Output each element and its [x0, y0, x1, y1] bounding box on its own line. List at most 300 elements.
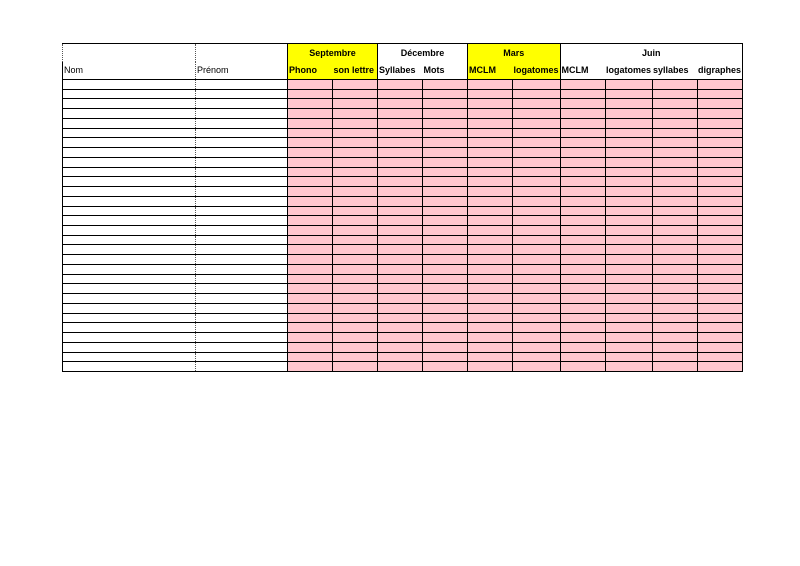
- score-cell[interactable]: [423, 118, 468, 128]
- score-cell[interactable]: [468, 118, 513, 128]
- score-cell[interactable]: [378, 342, 423, 352]
- score-cell[interactable]: [468, 206, 513, 216]
- score-cell[interactable]: [513, 303, 561, 313]
- score-cell[interactable]: [333, 89, 378, 99]
- score-cell[interactable]: [378, 148, 423, 158]
- score-cell[interactable]: [423, 148, 468, 158]
- score-cell[interactable]: [468, 362, 513, 372]
- score-cell[interactable]: [513, 274, 561, 284]
- score-cell[interactable]: [605, 177, 652, 187]
- score-cell[interactable]: [652, 109, 697, 119]
- score-cell[interactable]: [560, 333, 605, 343]
- student-firstname-cell[interactable]: [196, 264, 288, 274]
- score-cell[interactable]: [378, 255, 423, 265]
- student-firstname-cell[interactable]: [196, 226, 288, 236]
- score-cell[interactable]: [652, 333, 697, 343]
- score-cell[interactable]: [513, 255, 561, 265]
- student-firstname-cell[interactable]: [196, 342, 288, 352]
- score-cell[interactable]: [423, 138, 468, 148]
- score-cell[interactable]: [423, 303, 468, 313]
- score-cell[interactable]: [468, 128, 513, 138]
- score-cell[interactable]: [288, 245, 333, 255]
- score-cell[interactable]: [333, 284, 378, 294]
- score-cell[interactable]: [513, 187, 561, 197]
- score-cell[interactable]: [423, 235, 468, 245]
- score-cell[interactable]: [652, 148, 697, 158]
- score-cell[interactable]: [560, 294, 605, 304]
- score-cell[interactable]: [333, 187, 378, 197]
- student-name-cell[interactable]: [63, 89, 196, 99]
- score-cell[interactable]: [288, 187, 333, 197]
- student-firstname-cell[interactable]: [196, 303, 288, 313]
- score-cell[interactable]: [513, 284, 561, 294]
- score-cell[interactable]: [513, 313, 561, 323]
- blank-corner-cell[interactable]: [63, 44, 196, 63]
- score-cell[interactable]: [378, 196, 423, 206]
- score-cell[interactable]: [513, 99, 561, 109]
- score-cell[interactable]: [697, 226, 743, 236]
- score-cell[interactable]: [468, 333, 513, 343]
- score-cell[interactable]: [560, 196, 605, 206]
- student-firstname-cell[interactable]: [196, 177, 288, 187]
- score-cell[interactable]: [423, 362, 468, 372]
- score-cell[interactable]: [288, 264, 333, 274]
- score-cell[interactable]: [423, 177, 468, 187]
- score-cell[interactable]: [468, 342, 513, 352]
- score-cell[interactable]: [288, 352, 333, 362]
- score-cell[interactable]: [697, 99, 743, 109]
- score-cell[interactable]: [288, 362, 333, 372]
- score-cell[interactable]: [605, 274, 652, 284]
- score-cell[interactable]: [560, 226, 605, 236]
- student-name-cell[interactable]: [63, 245, 196, 255]
- student-firstname-cell[interactable]: [196, 206, 288, 216]
- score-cell[interactable]: [560, 99, 605, 109]
- student-firstname-cell[interactable]: [196, 157, 288, 167]
- score-cell[interactable]: [560, 255, 605, 265]
- student-name-cell[interactable]: [63, 352, 196, 362]
- score-cell[interactable]: [652, 226, 697, 236]
- score-cell[interactable]: [288, 80, 333, 90]
- student-name-cell[interactable]: [63, 80, 196, 90]
- score-cell[interactable]: [697, 255, 743, 265]
- student-name-cell[interactable]: [63, 206, 196, 216]
- score-cell[interactable]: [468, 148, 513, 158]
- score-cell[interactable]: [605, 226, 652, 236]
- score-cell[interactable]: [468, 216, 513, 226]
- score-cell[interactable]: [605, 99, 652, 109]
- score-cell[interactable]: [288, 89, 333, 99]
- score-cell[interactable]: [378, 187, 423, 197]
- score-cell[interactable]: [333, 167, 378, 177]
- score-cell[interactable]: [378, 352, 423, 362]
- score-cell[interactable]: [333, 148, 378, 158]
- score-cell[interactable]: [560, 109, 605, 119]
- score-cell[interactable]: [288, 342, 333, 352]
- score-cell[interactable]: [333, 118, 378, 128]
- score-cell[interactable]: [605, 313, 652, 323]
- student-firstname-cell[interactable]: [196, 128, 288, 138]
- score-cell[interactable]: [468, 313, 513, 323]
- score-cell[interactable]: [513, 294, 561, 304]
- score-cell[interactable]: [652, 138, 697, 148]
- score-cell[interactable]: [605, 206, 652, 216]
- score-cell[interactable]: [513, 342, 561, 352]
- student-firstname-cell[interactable]: [196, 89, 288, 99]
- score-cell[interactable]: [423, 245, 468, 255]
- score-cell[interactable]: [423, 313, 468, 323]
- score-cell[interactable]: [652, 352, 697, 362]
- score-cell[interactable]: [605, 148, 652, 158]
- score-cell[interactable]: [605, 342, 652, 352]
- student-name-cell[interactable]: [63, 216, 196, 226]
- score-cell[interactable]: [423, 128, 468, 138]
- score-cell[interactable]: [333, 99, 378, 109]
- score-cell[interactable]: [605, 216, 652, 226]
- score-cell[interactable]: [652, 264, 697, 274]
- score-cell[interactable]: [513, 245, 561, 255]
- student-firstname-cell[interactable]: [196, 196, 288, 206]
- student-name-cell[interactable]: [63, 118, 196, 128]
- score-cell[interactable]: [560, 264, 605, 274]
- score-cell[interactable]: [423, 187, 468, 197]
- student-firstname-cell[interactable]: [196, 323, 288, 333]
- score-cell[interactable]: [468, 303, 513, 313]
- student-firstname-cell[interactable]: [196, 187, 288, 197]
- score-cell[interactable]: [560, 313, 605, 323]
- score-cell[interactable]: [652, 196, 697, 206]
- score-cell[interactable]: [697, 303, 743, 313]
- blank-corner-cell[interactable]: [196, 44, 288, 63]
- score-cell[interactable]: [652, 284, 697, 294]
- score-cell[interactable]: [652, 118, 697, 128]
- score-cell[interactable]: [288, 138, 333, 148]
- score-cell[interactable]: [513, 157, 561, 167]
- score-cell[interactable]: [697, 196, 743, 206]
- score-cell[interactable]: [423, 264, 468, 274]
- score-cell[interactable]: [333, 245, 378, 255]
- score-cell[interactable]: [697, 264, 743, 274]
- score-cell[interactable]: [697, 177, 743, 187]
- score-cell[interactable]: [378, 323, 423, 333]
- score-cell[interactable]: [560, 303, 605, 313]
- score-cell[interactable]: [423, 226, 468, 236]
- score-cell[interactable]: [288, 148, 333, 158]
- score-cell[interactable]: [468, 99, 513, 109]
- student-firstname-cell[interactable]: [196, 148, 288, 158]
- score-cell[interactable]: [697, 89, 743, 99]
- score-cell[interactable]: [605, 303, 652, 313]
- score-cell[interactable]: [468, 80, 513, 90]
- student-firstname-cell[interactable]: [196, 313, 288, 323]
- student-name-cell[interactable]: [63, 167, 196, 177]
- score-cell[interactable]: [605, 323, 652, 333]
- score-cell[interactable]: [513, 128, 561, 138]
- score-cell[interactable]: [513, 89, 561, 99]
- score-cell[interactable]: [333, 362, 378, 372]
- student-name-cell[interactable]: [63, 255, 196, 265]
- score-cell[interactable]: [288, 206, 333, 216]
- score-cell[interactable]: [423, 89, 468, 99]
- score-cell[interactable]: [652, 89, 697, 99]
- score-cell[interactable]: [652, 216, 697, 226]
- student-name-cell[interactable]: [63, 109, 196, 119]
- score-cell[interactable]: [333, 157, 378, 167]
- score-cell[interactable]: [513, 352, 561, 362]
- score-cell[interactable]: [423, 294, 468, 304]
- score-cell[interactable]: [605, 284, 652, 294]
- score-cell[interactable]: [513, 109, 561, 119]
- student-firstname-cell[interactable]: [196, 109, 288, 119]
- score-cell[interactable]: [605, 118, 652, 128]
- score-cell[interactable]: [697, 80, 743, 90]
- student-firstname-cell[interactable]: [196, 216, 288, 226]
- student-name-cell[interactable]: [63, 187, 196, 197]
- score-cell[interactable]: [378, 264, 423, 274]
- score-cell[interactable]: [423, 80, 468, 90]
- student-name-cell[interactable]: [63, 284, 196, 294]
- score-cell[interactable]: [605, 80, 652, 90]
- score-cell[interactable]: [288, 313, 333, 323]
- score-cell[interactable]: [652, 157, 697, 167]
- score-cell[interactable]: [468, 294, 513, 304]
- student-name-cell[interactable]: [63, 333, 196, 343]
- score-cell[interactable]: [378, 226, 423, 236]
- score-cell[interactable]: [288, 284, 333, 294]
- student-name-cell[interactable]: [63, 99, 196, 109]
- score-cell[interactable]: [513, 138, 561, 148]
- score-cell[interactable]: [468, 352, 513, 362]
- score-cell[interactable]: [560, 187, 605, 197]
- score-cell[interactable]: [378, 138, 423, 148]
- score-cell[interactable]: [288, 226, 333, 236]
- score-cell[interactable]: [468, 274, 513, 284]
- score-cell[interactable]: [652, 313, 697, 323]
- score-cell[interactable]: [468, 196, 513, 206]
- score-cell[interactable]: [697, 216, 743, 226]
- score-cell[interactable]: [333, 109, 378, 119]
- score-cell[interactable]: [378, 313, 423, 323]
- score-cell[interactable]: [513, 323, 561, 333]
- student-name-cell[interactable]: [63, 157, 196, 167]
- score-cell[interactable]: [378, 235, 423, 245]
- score-cell[interactable]: [333, 138, 378, 148]
- score-cell[interactable]: [652, 362, 697, 372]
- score-cell[interactable]: [378, 206, 423, 216]
- student-name-cell[interactable]: [63, 196, 196, 206]
- score-cell[interactable]: [560, 118, 605, 128]
- score-cell[interactable]: [378, 80, 423, 90]
- score-cell[interactable]: [652, 80, 697, 90]
- score-cell[interactable]: [378, 333, 423, 343]
- score-cell[interactable]: [333, 313, 378, 323]
- score-cell[interactable]: [468, 177, 513, 187]
- student-name-cell[interactable]: [63, 235, 196, 245]
- score-cell[interactable]: [560, 148, 605, 158]
- score-cell[interactable]: [513, 196, 561, 206]
- score-cell[interactable]: [605, 89, 652, 99]
- student-name-cell[interactable]: [63, 342, 196, 352]
- student-firstname-cell[interactable]: [196, 245, 288, 255]
- score-cell[interactable]: [423, 284, 468, 294]
- score-cell[interactable]: [423, 274, 468, 284]
- student-firstname-cell[interactable]: [196, 80, 288, 90]
- student-name-cell[interactable]: [63, 138, 196, 148]
- score-cell[interactable]: [288, 118, 333, 128]
- score-cell[interactable]: [378, 89, 423, 99]
- score-cell[interactable]: [468, 89, 513, 99]
- score-cell[interactable]: [560, 284, 605, 294]
- score-cell[interactable]: [513, 177, 561, 187]
- score-cell[interactable]: [697, 362, 743, 372]
- score-cell[interactable]: [652, 128, 697, 138]
- score-cell[interactable]: [697, 352, 743, 362]
- score-cell[interactable]: [333, 294, 378, 304]
- score-cell[interactable]: [333, 226, 378, 236]
- score-cell[interactable]: [468, 167, 513, 177]
- student-firstname-cell[interactable]: [196, 333, 288, 343]
- student-firstname-cell[interactable]: [196, 118, 288, 128]
- student-name-cell[interactable]: [63, 313, 196, 323]
- score-cell[interactable]: [605, 138, 652, 148]
- student-name-cell[interactable]: [63, 303, 196, 313]
- score-cell[interactable]: [468, 245, 513, 255]
- score-cell[interactable]: [560, 138, 605, 148]
- score-cell[interactable]: [513, 216, 561, 226]
- score-cell[interactable]: [333, 323, 378, 333]
- score-cell[interactable]: [560, 352, 605, 362]
- score-cell[interactable]: [423, 255, 468, 265]
- score-cell[interactable]: [378, 177, 423, 187]
- score-cell[interactable]: [605, 255, 652, 265]
- score-cell[interactable]: [288, 128, 333, 138]
- score-cell[interactable]: [468, 235, 513, 245]
- student-name-cell[interactable]: [63, 128, 196, 138]
- score-cell[interactable]: [288, 196, 333, 206]
- student-firstname-cell[interactable]: [196, 167, 288, 177]
- score-cell[interactable]: [697, 342, 743, 352]
- score-cell[interactable]: [288, 99, 333, 109]
- score-cell[interactable]: [423, 216, 468, 226]
- score-cell[interactable]: [560, 128, 605, 138]
- score-cell[interactable]: [378, 362, 423, 372]
- student-firstname-cell[interactable]: [196, 235, 288, 245]
- score-cell[interactable]: [333, 177, 378, 187]
- score-cell[interactable]: [605, 245, 652, 255]
- score-cell[interactable]: [378, 245, 423, 255]
- student-name-cell[interactable]: [63, 274, 196, 284]
- score-cell[interactable]: [605, 264, 652, 274]
- score-cell[interactable]: [513, 148, 561, 158]
- score-cell[interactable]: [333, 235, 378, 245]
- score-cell[interactable]: [333, 342, 378, 352]
- student-firstname-cell[interactable]: [196, 255, 288, 265]
- score-cell[interactable]: [605, 109, 652, 119]
- score-cell[interactable]: [378, 167, 423, 177]
- score-cell[interactable]: [697, 313, 743, 323]
- score-cell[interactable]: [468, 109, 513, 119]
- score-cell[interactable]: [560, 235, 605, 245]
- score-cell[interactable]: [560, 177, 605, 187]
- score-cell[interactable]: [697, 206, 743, 216]
- score-cell[interactable]: [288, 323, 333, 333]
- score-cell[interactable]: [468, 255, 513, 265]
- score-cell[interactable]: [333, 255, 378, 265]
- score-cell[interactable]: [378, 128, 423, 138]
- score-cell[interactable]: [697, 157, 743, 167]
- score-cell[interactable]: [513, 235, 561, 245]
- score-cell[interactable]: [423, 352, 468, 362]
- student-name-cell[interactable]: [63, 264, 196, 274]
- student-firstname-cell[interactable]: [196, 138, 288, 148]
- score-cell[interactable]: [378, 99, 423, 109]
- score-cell[interactable]: [288, 109, 333, 119]
- score-cell[interactable]: [560, 342, 605, 352]
- score-cell[interactable]: [605, 187, 652, 197]
- score-cell[interactable]: [288, 177, 333, 187]
- score-cell[interactable]: [560, 362, 605, 372]
- score-cell[interactable]: [378, 216, 423, 226]
- score-cell[interactable]: [423, 157, 468, 167]
- score-cell[interactable]: [605, 196, 652, 206]
- score-cell[interactable]: [560, 80, 605, 90]
- score-cell[interactable]: [468, 187, 513, 197]
- score-cell[interactable]: [468, 157, 513, 167]
- score-cell[interactable]: [697, 118, 743, 128]
- student-firstname-cell[interactable]: [196, 294, 288, 304]
- score-cell[interactable]: [697, 109, 743, 119]
- score-cell[interactable]: [652, 342, 697, 352]
- score-cell[interactable]: [652, 274, 697, 284]
- score-cell[interactable]: [333, 352, 378, 362]
- score-cell[interactable]: [513, 118, 561, 128]
- score-cell[interactable]: [652, 206, 697, 216]
- score-cell[interactable]: [333, 128, 378, 138]
- score-cell[interactable]: [288, 157, 333, 167]
- score-cell[interactable]: [513, 226, 561, 236]
- score-cell[interactable]: [652, 167, 697, 177]
- score-cell[interactable]: [697, 167, 743, 177]
- score-cell[interactable]: [560, 167, 605, 177]
- student-firstname-cell[interactable]: [196, 274, 288, 284]
- score-cell[interactable]: [652, 245, 697, 255]
- score-cell[interactable]: [652, 235, 697, 245]
- score-cell[interactable]: [378, 284, 423, 294]
- score-cell[interactable]: [605, 352, 652, 362]
- score-cell[interactable]: [288, 274, 333, 284]
- score-cell[interactable]: [697, 235, 743, 245]
- score-cell[interactable]: [333, 80, 378, 90]
- score-cell[interactable]: [652, 303, 697, 313]
- score-cell[interactable]: [513, 80, 561, 90]
- student-firstname-cell[interactable]: [196, 362, 288, 372]
- score-cell[interactable]: [605, 128, 652, 138]
- score-cell[interactable]: [605, 333, 652, 343]
- score-cell[interactable]: [697, 245, 743, 255]
- score-cell[interactable]: [513, 167, 561, 177]
- score-cell[interactable]: [513, 264, 561, 274]
- score-cell[interactable]: [468, 284, 513, 294]
- student-name-cell[interactable]: [63, 362, 196, 372]
- score-cell[interactable]: [378, 303, 423, 313]
- score-cell[interactable]: [288, 333, 333, 343]
- score-cell[interactable]: [378, 118, 423, 128]
- score-cell[interactable]: [288, 167, 333, 177]
- score-cell[interactable]: [423, 342, 468, 352]
- score-cell[interactable]: [333, 206, 378, 216]
- score-cell[interactable]: [697, 323, 743, 333]
- score-cell[interactable]: [333, 333, 378, 343]
